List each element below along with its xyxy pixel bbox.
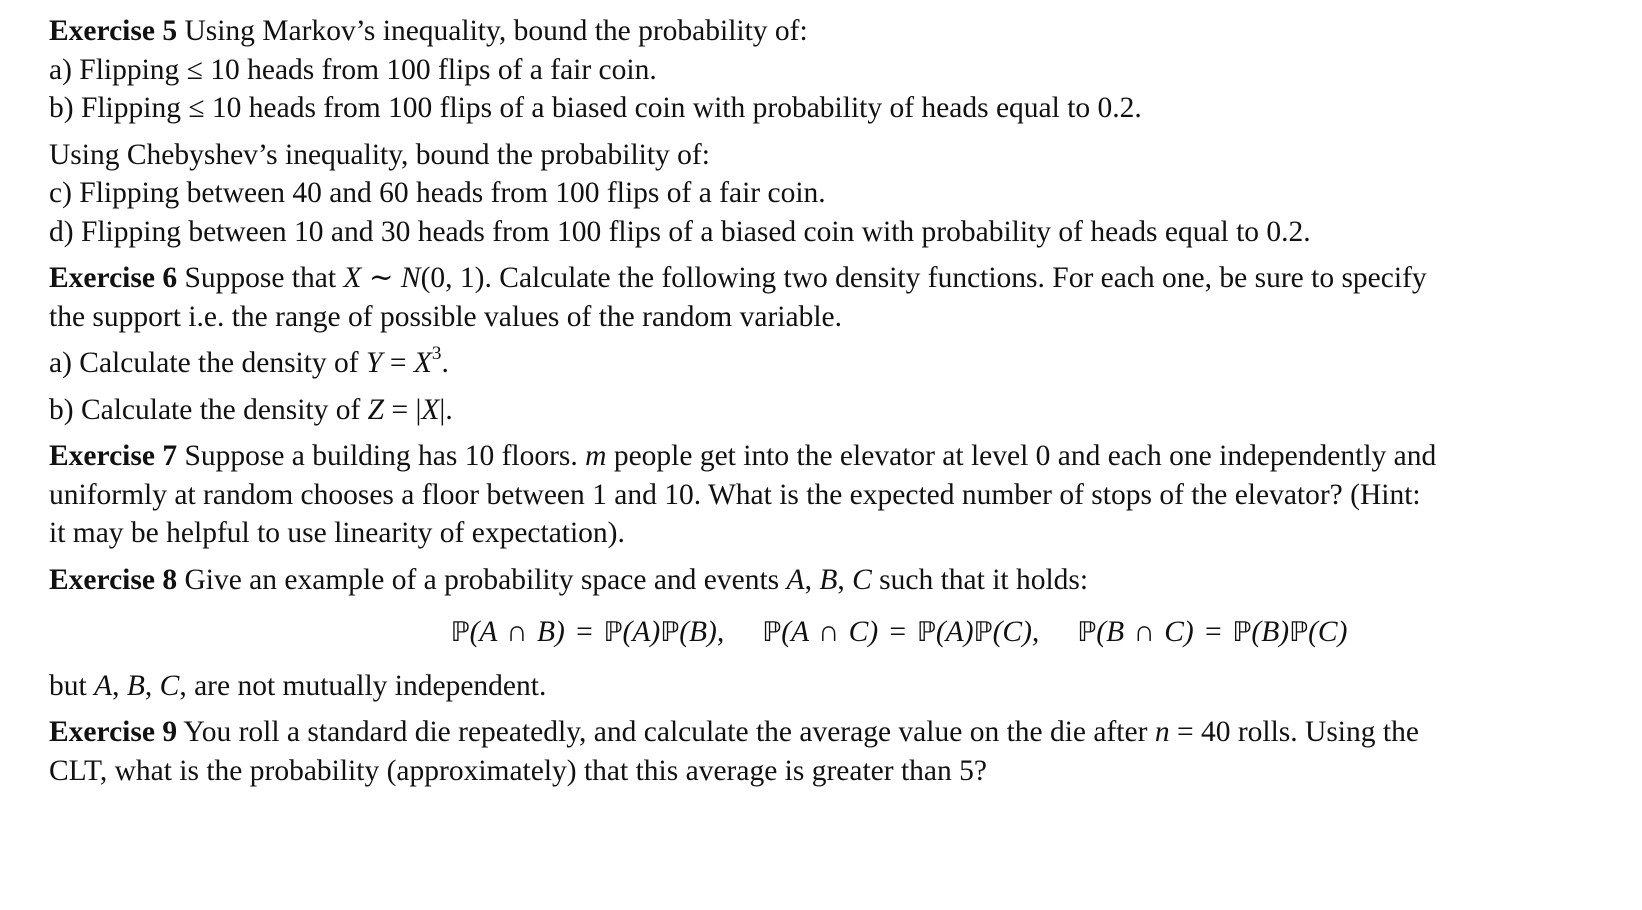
- exercise-8-conclusion: [49, 667, 1609, 706]
- math-n: N: [400, 262, 421, 294]
- part-a-text: a) Calculate the density of: [49, 347, 359, 379]
- part-b-text-rest: 10 heads from 100 flips of a biased coin with probability of heads equal to 0.2.: [211, 92, 1142, 124]
- exercise-5-heading-line: [49, 12, 1609, 51]
- leq-symbol: ≤: [188, 92, 205, 124]
- math-a: A: [94, 669, 113, 702]
- exercise-5-part-c: c) Flipping between 40 and 60 heads from 100 flips of a fair coin.: [49, 177, 826, 209]
- exercise-6-label: Exercise 6: [49, 262, 178, 294]
- exercise-5-part-b: [49, 89, 1609, 128]
- comma: ,: [837, 563, 845, 596]
- equation-3: [1077, 616, 1347, 648]
- eq-part: (A): [935, 616, 974, 648]
- part-a-text-rest: 10 heads from 100 flips of a fair coin.: [210, 53, 657, 86]
- exponent: 3: [431, 343, 442, 365]
- part-b-text: b) Calculate the density of: [49, 393, 361, 426]
- math-b: B: [126, 669, 145, 702]
- math-c: C: [852, 563, 872, 596]
- eq-part: (A ∩ B) =: [469, 616, 604, 648]
- math-b: B: [819, 563, 838, 596]
- equation-2: [762, 616, 1039, 648]
- eq-part: (B),: [679, 616, 725, 648]
- eq-part: (B): [1251, 616, 1290, 648]
- exercise-9-heading-line: [49, 713, 1609, 752]
- exercise-6-part-a: [49, 344, 1609, 383]
- equals-symbol: =: [389, 347, 407, 379]
- leq-symbol: ≤: [186, 53, 203, 86]
- math-y: Y: [366, 347, 383, 379]
- exercise-9-text-rest: 40 rolls. Using the: [1200, 716, 1419, 748]
- exercise-7-label: Exercise 7: [49, 440, 178, 472]
- exercise-8-text-rest: such that it holds:: [879, 563, 1089, 596]
- exercise-7-text: Suppose a building has 10 floors.: [184, 440, 578, 472]
- exercise-6-part-b: [49, 391, 1609, 430]
- eq-part: (C): [1308, 616, 1348, 648]
- sim-symbol: ∼: [368, 262, 394, 294]
- math-args: (0, 1).: [420, 262, 492, 294]
- equals-symbol: =: [1176, 716, 1194, 748]
- math-m: m: [585, 440, 607, 472]
- prob-symbol: ℙ: [603, 617, 623, 648]
- comma: ,: [112, 669, 120, 702]
- part-b-text: b) Flipping: [49, 92, 181, 124]
- prob-symbol: ℙ: [1077, 617, 1097, 648]
- comma: ,: [804, 563, 812, 596]
- equals-symbol: =: [391, 393, 409, 426]
- exercise-9-label: Exercise 9: [49, 716, 178, 748]
- but-text: but: [49, 669, 87, 702]
- chebyshev-intro: Using Chebyshev’s inequality, bound the probability of:: [49, 138, 710, 171]
- comma: ,: [179, 669, 187, 702]
- exercise-9-line-2: CLT, what is the probability (approximately) that this average is greater than 5?: [49, 754, 987, 787]
- math-z: Z: [367, 393, 385, 426]
- exercise-7-line-3: it may be helpful to use linearity of expectation).: [49, 517, 625, 549]
- exercise-7-line-2: uniformly at random chooses a floor between 1 and 10. What is the expected number of stops of the elevator? (Hint:: [49, 478, 1421, 511]
- exercise-5-part-a: [49, 51, 1609, 90]
- comma: ,: [144, 669, 153, 702]
- independence-equations: [49, 613, 1609, 653]
- prob-symbol: ℙ: [1289, 617, 1309, 648]
- abs-open: |: [415, 393, 422, 426]
- prob-symbol: ℙ: [916, 617, 936, 648]
- conclusion-text: are not mutually independent.: [194, 669, 547, 702]
- prob-symbol: ℙ: [762, 617, 782, 648]
- eq-part: (A): [622, 616, 661, 648]
- exercise-sheet: [49, 12, 1609, 790]
- exercise-6-text-rest: Calculate the following two density functions. For each one, be sure to specify: [499, 262, 1427, 294]
- prob-symbol: ℙ: [1232, 617, 1252, 648]
- prob-symbol: ℙ: [973, 617, 993, 648]
- prob-symbol: ℙ: [660, 617, 680, 648]
- exercise-9-text: You roll a standard die repeatedly, and calculate the average value on the die after: [183, 716, 1148, 748]
- math-x: X: [421, 393, 440, 426]
- math-x: X: [343, 262, 362, 294]
- exercise-8-label: Exercise 8: [49, 563, 178, 596]
- exercise-5-intro: Using Markov’s inequality, bound the probability of:: [184, 15, 808, 47]
- math-x: X: [413, 347, 432, 379]
- exercise-7-text-rest: people get into the elevator at level 0 and each one independently and: [613, 440, 1437, 472]
- prob-symbol: ℙ: [450, 617, 470, 648]
- exercise-8-heading-line: [49, 561, 1609, 600]
- equation-1: [451, 616, 725, 648]
- period: .: [441, 347, 449, 379]
- eq-part: (C),: [992, 616, 1040, 648]
- exercise-6-line-2: the support i.e. the range of possible values of the random variable.: [49, 300, 842, 333]
- math-a: A: [786, 563, 805, 596]
- exercise-6-heading-line: [49, 259, 1609, 298]
- exercise-7-heading-line: [49, 437, 1609, 476]
- exercise-8-text: Give an example of a probability space and events: [184, 563, 780, 596]
- eq-part: (B ∩ C) =: [1096, 616, 1233, 648]
- abs-close: |.: [439, 393, 453, 426]
- exercise-5-part-d: d) Flipping between 10 and 30 heads from 100 flips of a biased coin with probability of heads equal to 0.2.: [49, 215, 1311, 248]
- math-c: C: [159, 669, 180, 702]
- part-a-text: a) Flipping: [49, 53, 180, 86]
- math-n: n: [1154, 716, 1170, 748]
- exercise-5-label: Exercise 5: [49, 15, 178, 47]
- exercise-6-text: Suppose that: [184, 262, 337, 294]
- eq-part: (A ∩ C) =: [781, 616, 917, 648]
